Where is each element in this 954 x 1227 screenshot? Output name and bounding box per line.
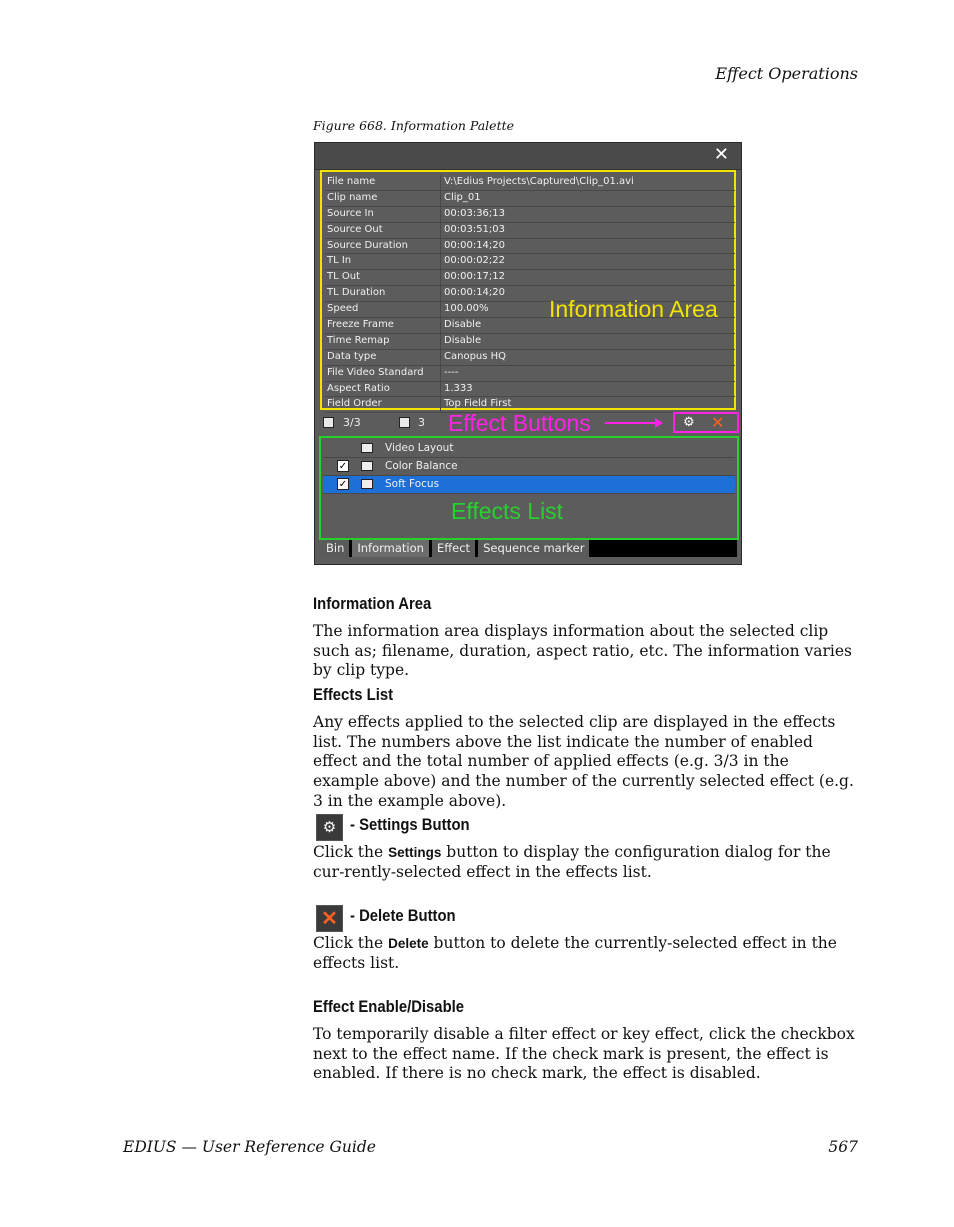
effect-toolbar	[315, 410, 741, 436]
info-row	[325, 366, 735, 382]
palette-tabs	[321, 540, 737, 557]
effect-list-item[interactable]	[323, 458, 735, 476]
running-header: Effect Operations	[715, 64, 858, 83]
info-value: Canopus HQ	[444, 350, 507, 362]
settings-pre: Click the	[313, 843, 389, 861]
selected-effect-icon	[399, 417, 410, 428]
information-area	[320, 170, 736, 410]
settings-icon[interactable]: ⚙	[683, 415, 695, 430]
info-key: File name	[325, 175, 441, 190]
effect-icon	[361, 461, 373, 471]
tab-information[interactable]: Information	[352, 540, 429, 557]
paragraph-effects-list: Any effects applied to the selected clip are displayed in the effects list. The numbers above the list indicate the number of enabled effect and the total number of applied effects (e.g. 3/3 in the example above) and the number of the currently selected effect (e.g. 3 in the example above).	[313, 713, 854, 810]
effect-name: Color Balance	[385, 460, 458, 472]
info-key: Source In	[325, 207, 441, 222]
info-value: 100.00%	[444, 303, 489, 315]
info-key: TL Out	[325, 270, 441, 285]
heading-settings-button: - Settings Button	[350, 816, 470, 834]
delete-icon[interactable]: ✕	[711, 413, 725, 432]
info-table	[325, 175, 735, 413]
tab-bin[interactable]: Bin	[321, 540, 349, 557]
info-row	[325, 382, 735, 398]
effect-icon	[361, 479, 373, 489]
tab-effect[interactable]: Effect	[432, 540, 475, 557]
info-row	[325, 191, 735, 207]
enabled-count: 3/3	[343, 416, 361, 429]
info-value: Top Field First	[444, 398, 512, 410]
info-value: 00:00:02;22	[444, 255, 506, 267]
information-area-label: Information Area	[549, 296, 718, 322]
info-row	[325, 207, 735, 223]
effect-list-item[interactable]	[323, 440, 735, 458]
effects-list	[319, 436, 739, 540]
paragraph-effect-enable: To temporarily disable a filter effect or key effect, click the checkbox next to the effect name. If the check mark is present, the effect is enabled. If there is no check mark, the effect is disabled.	[313, 1025, 855, 1083]
footer-title: EDIUS — User Reference Guide	[123, 1138, 376, 1156]
info-key: TL In	[325, 254, 441, 269]
delete-post: button to delete the currently-selected effect in the effects list.	[313, 934, 837, 972]
delete-pre: Click the	[313, 934, 389, 952]
effect-buttons	[673, 412, 739, 433]
info-value: 00:03:51;03	[444, 223, 506, 235]
effect-name: Soft Focus	[385, 478, 440, 490]
effect-list-item[interactable]	[323, 476, 735, 494]
page-number: 567	[828, 1138, 858, 1156]
info-value: 00:03:36;13	[444, 207, 506, 219]
info-row	[325, 239, 735, 255]
info-key: Aspect Ratio	[325, 382, 441, 397]
info-key: Speed	[325, 302, 441, 317]
info-key: Time Remap	[325, 334, 441, 349]
paragraph-settings-button	[313, 843, 858, 882]
effect-buttons-label: Effect Buttons	[448, 410, 591, 436]
effect-icon	[361, 443, 373, 453]
info-value: 00:00:14;20	[444, 287, 506, 299]
delete-button-icon: ✕	[316, 905, 343, 932]
info-key: Clip name	[325, 191, 441, 206]
info-value: 1.333	[444, 382, 473, 394]
heading-effects-list: Effects List	[313, 686, 394, 704]
info-row	[325, 175, 735, 191]
settings-keyword: Settings	[388, 845, 442, 860]
info-value: V:\Edius Projects\Captured\Clip_01.avi	[444, 176, 634, 187]
effect-name: Video Layout	[385, 442, 454, 454]
info-key: Freeze Frame	[325, 318, 441, 333]
info-key: Field Order	[325, 397, 441, 412]
info-key: Data type	[325, 350, 441, 365]
heading-delete-button: - Delete Button	[350, 907, 456, 925]
paragraph-information-area: The information area displays information about the selected clip such as; filename, duration, aspect ratio, etc. The information varies by clip type.	[313, 622, 852, 680]
info-row	[325, 223, 735, 239]
info-key: Source Out	[325, 223, 441, 238]
info-value: ----	[444, 366, 459, 378]
heading-effect-enable: Effect Enable/Disable	[313, 998, 465, 1016]
palette-titlebar	[315, 143, 741, 170]
enabled-effects-icon	[323, 417, 334, 428]
info-value: 00:00:14;20	[444, 239, 506, 251]
info-key: File Video Standard	[325, 366, 441, 381]
paragraph-delete-button	[313, 934, 858, 973]
info-key: TL Duration	[325, 286, 441, 301]
info-row	[325, 350, 735, 366]
info-value: 00:00:17;12	[444, 271, 506, 283]
settings-post: button to display the configuration dialog for the cur-rently-selected effect in the effects list.	[313, 843, 831, 881]
info-row	[325, 334, 735, 350]
arrow-icon	[605, 422, 657, 424]
info-key: Source Duration	[325, 239, 441, 254]
info-value: Disable	[444, 319, 482, 331]
effect-checkbox[interactable]: ✓	[338, 461, 348, 472]
tab-sequence-marker[interactable]: Sequence marker	[478, 540, 589, 557]
info-row	[325, 270, 735, 286]
figure-caption: Figure 668. Information Palette	[313, 118, 515, 133]
delete-keyword: Delete	[388, 936, 429, 951]
info-value: Clip_01	[444, 191, 481, 203]
effect-checkbox[interactable]: ✓	[338, 479, 348, 490]
settings-button-icon: ⚙	[316, 814, 343, 841]
close-icon[interactable]: ✕	[713, 144, 729, 165]
heading-information-area: Information Area	[313, 595, 432, 613]
effects-list-label: Effects List	[451, 498, 564, 524]
information-palette	[314, 142, 742, 565]
selected-index: 3	[418, 416, 425, 429]
info-value: Disable	[444, 334, 482, 346]
info-row	[325, 254, 735, 270]
